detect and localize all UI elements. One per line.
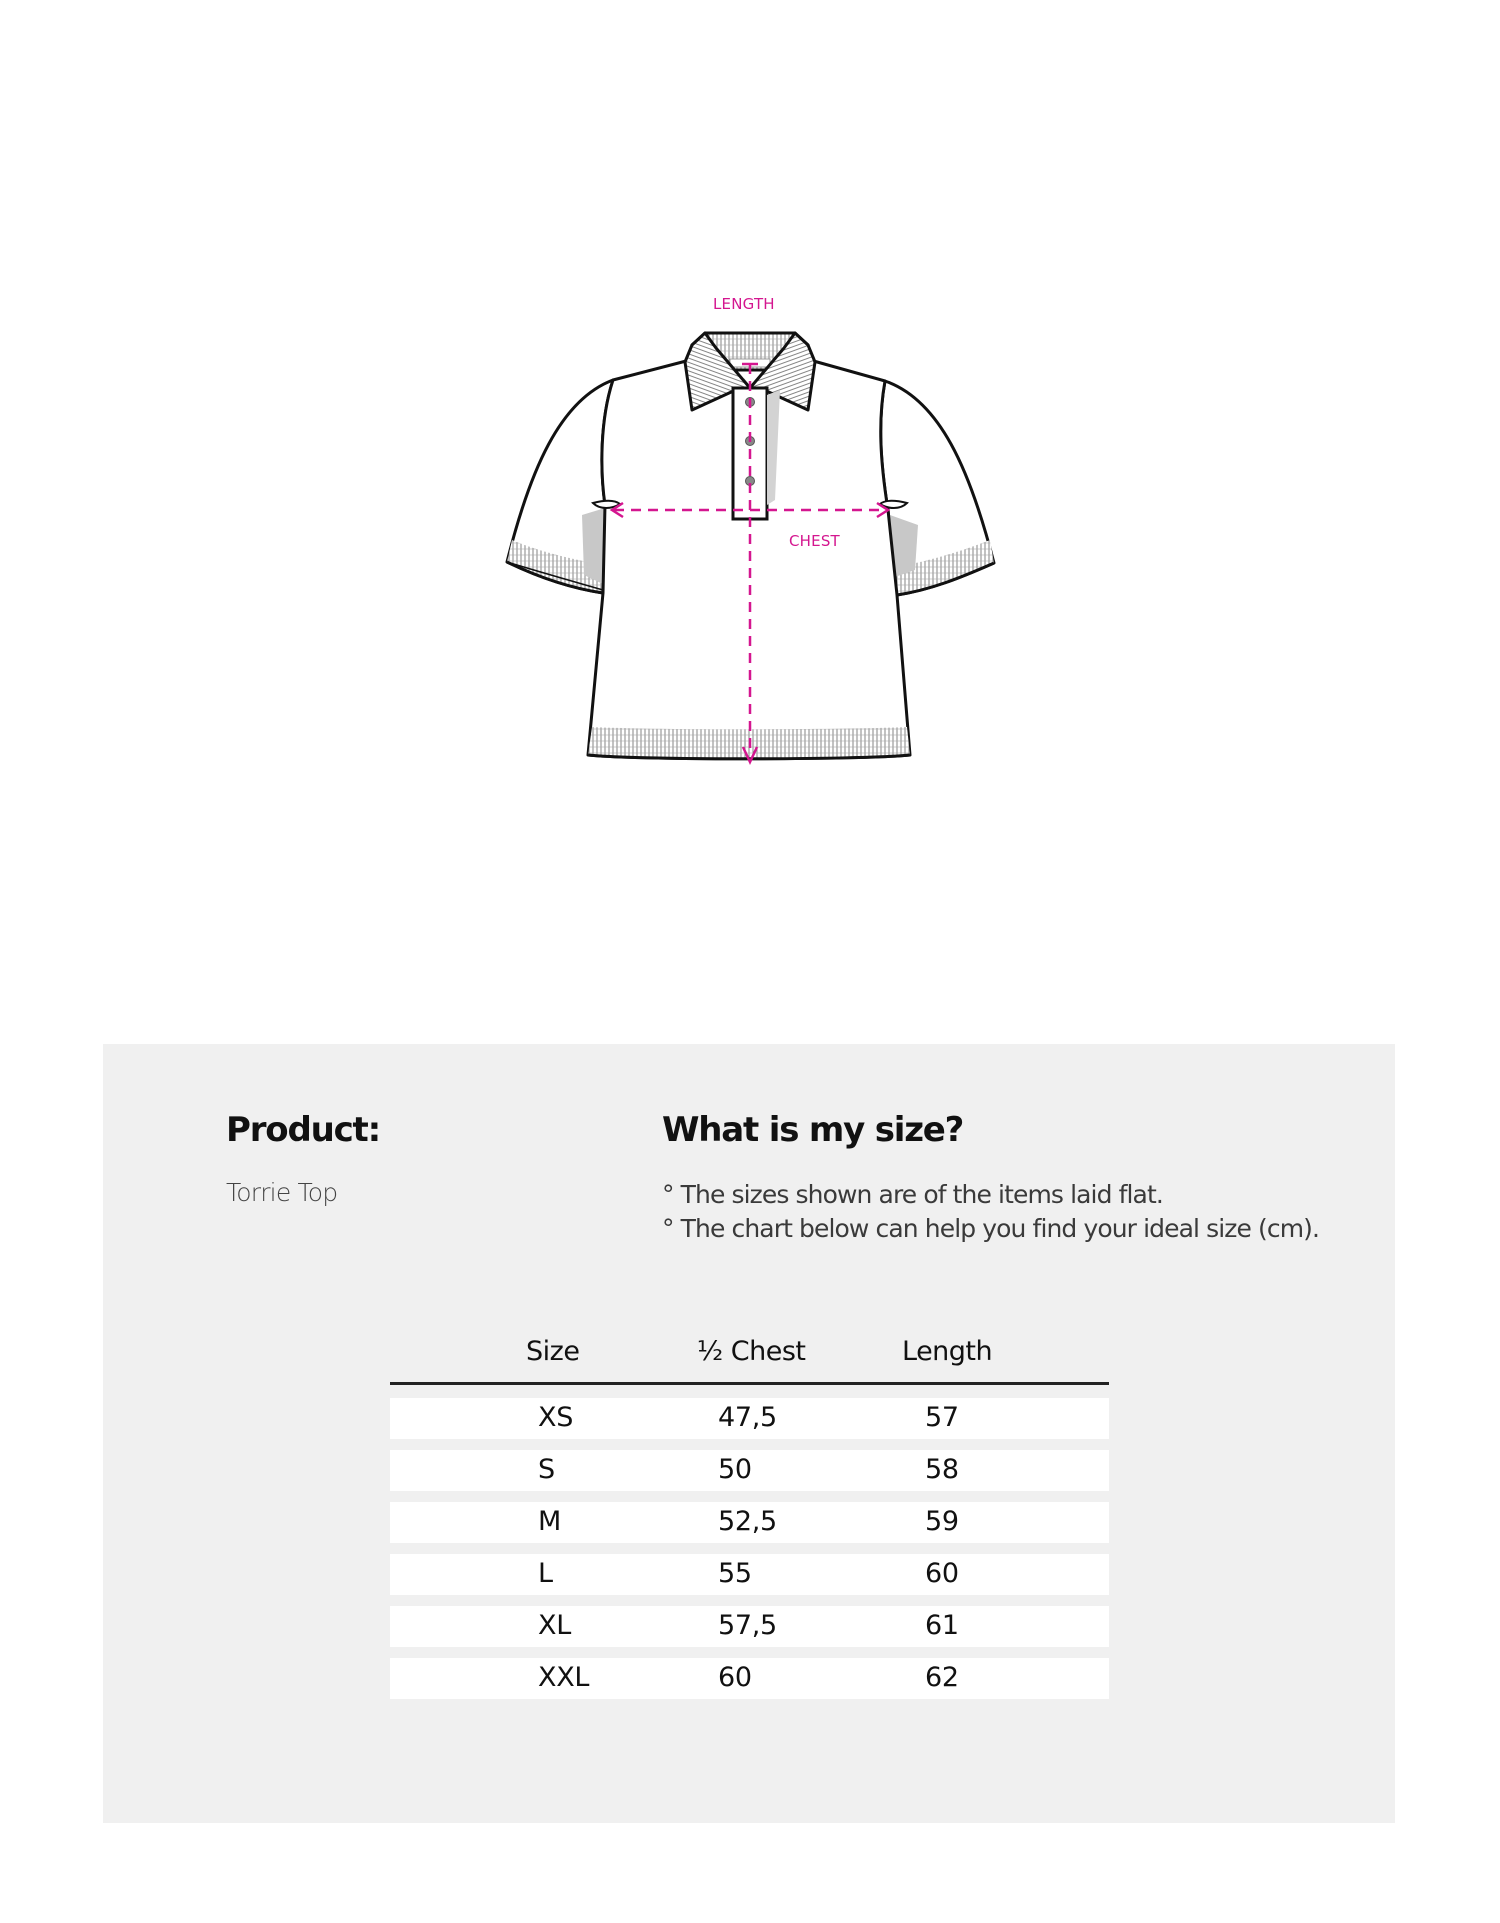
size-guide-panel [103, 1044, 1395, 1823]
polo-shirt-sketch [0, 0, 1500, 900]
cell-length: 59 [925, 1506, 959, 1537]
note-item: ° The sizes shown are of the items laid flat. [662, 1180, 1163, 1209]
product-heading: Product: [226, 1110, 380, 1150]
cell-size: XL [538, 1610, 571, 1641]
size-table [390, 1324, 1109, 1699]
chest-label: CHEST [789, 532, 840, 550]
table-row [390, 1398, 1109, 1439]
cell-length: 57 [925, 1402, 959, 1433]
table-row [390, 1450, 1109, 1491]
left-sleeve [507, 380, 613, 593]
cell-size: M [538, 1506, 561, 1537]
header-size: Size [526, 1336, 580, 1367]
header-length: Length [902, 1336, 993, 1367]
cell-size: S [538, 1454, 555, 1485]
cell-size: L [538, 1558, 553, 1589]
size-heading: What is my size? [662, 1110, 964, 1150]
cell-half-chest: 47,5 [718, 1402, 777, 1433]
size-notes [662, 1178, 1319, 1246]
cell-length: 60 [925, 1558, 959, 1589]
table-header [390, 1324, 1109, 1385]
garment-figure [0, 0, 1500, 900]
cell-half-chest: 57,5 [718, 1610, 777, 1641]
right-sleeve [881, 381, 994, 595]
table-row [390, 1502, 1109, 1543]
cell-half-chest: 60 [718, 1662, 752, 1693]
length-label: LENGTH [713, 295, 775, 313]
product-name: Torrie Top [226, 1178, 338, 1207]
note-item: ° The chart below can help you find your ideal size (cm). [662, 1214, 1320, 1243]
table-row [390, 1554, 1109, 1595]
table-row [390, 1658, 1109, 1699]
cell-size: XS [538, 1402, 574, 1433]
cell-length: 62 [925, 1662, 959, 1693]
header-half-chest: ½ Chest [697, 1336, 806, 1367]
cell-size: XXL [538, 1662, 590, 1693]
cell-half-chest: 50 [718, 1454, 752, 1485]
cell-length: 61 [925, 1610, 959, 1641]
table-row [390, 1606, 1109, 1647]
cell-half-chest: 52,5 [718, 1506, 777, 1537]
cell-half-chest: 55 [718, 1558, 752, 1589]
placket [733, 388, 780, 519]
cell-length: 58 [925, 1454, 959, 1485]
